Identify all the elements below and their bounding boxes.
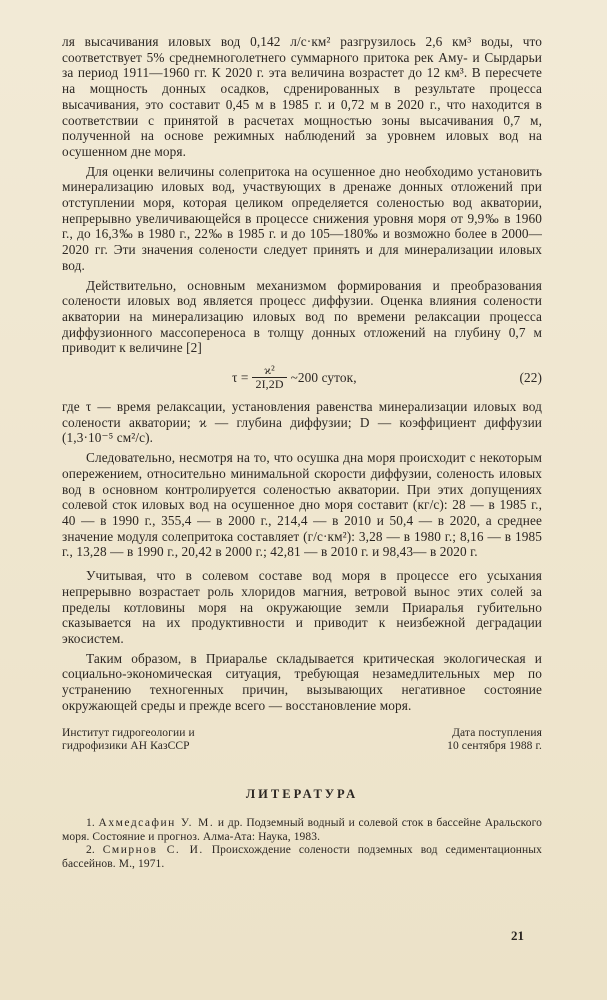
reference-item	[62, 817, 542, 844]
page-number: 21	[511, 928, 524, 943]
formula-denominator: 2I,2D	[252, 377, 286, 391]
formula-22	[62, 361, 542, 395]
paragraph-diffusion: Действительно, основным механизмом формирования и преобразования солености иловых вод является процесс диффузии. Оценка влияния солености акватории на минерализацию иловых вод по времени релаксации процесса диффузионного массопереноса в толщу донных отложений на глубину 0,7 м приводит к величине [2]	[62, 277, 542, 356]
references-list	[62, 817, 542, 871]
formula-expression	[232, 364, 357, 391]
reference-item	[62, 844, 542, 871]
reference-text: и др. Подземный водный и солевой сток в бассейне Аральского моря. Состояние и прогноз. Алма-Ата: Наука, 1983.	[62, 817, 542, 843]
paragraph-definitions: где τ — время релаксации, установления равенства минерализации иловых вод солености акватории; ϰ — глубина диффузии; D — коэффициент диффузии (1,3·10⁻⁵ см²/с).	[62, 399, 542, 446]
references-title: ЛИТЕРАТУРА	[245, 787, 359, 802]
reference-authors: Ахмедсафин У. М.	[98, 817, 215, 830]
formula-rhs: ~200 суток,	[290, 369, 357, 385]
reference-authors: Смирнов С. И.	[102, 844, 204, 857]
institute-line-2: гидрофизики АН КазССР	[62, 740, 190, 753]
institute-line-1: Институт гидрогеологии и	[62, 727, 195, 740]
paragraph-seepage: ля высачивания иловых вод 0,142 л/с·км² разгрузилось 2,6 км³ воды, что соответствует 5% среднемноголетнего суммарного притока рек Аму- и Сырдарьи за период 1911—1960 гг. К 2020 г. эта величина возрастет до 12 км³. В пересчете на мощность донных осадков, сдренированных в результате процесса высачивания, это составит 0,45 м в 1985 г. и 0,72 м в 2020 г., что находится в соответствии с принятой в расчетах мощностью зоны высачивания 0,7 м, полученной на основе режимных наблюдений за уровнем иловых вод на осушенном дне моря.	[62, 34, 542, 159]
paragraph-salt-inflow: Для оценки величины солепритока на осушенное дно необходимо установить минерализацию иловых вод, участвующих в дренаже донных отложений при отступлении моря, которая целиком определяется соленостью вод акватории, непрерывно увеличивающейся в процессе снижения уровня моря от 9,9‰ в 1960 г., до 16,3‰ в 1980 г., 22‰ в 1985 г. и до 105—180‰ и возможно более в 2000—2020 гг. Эти значения солености следует принять и для минерализации иловых вод.	[62, 163, 542, 273]
reference-number: 1.	[86, 817, 95, 830]
reference-number: 2.	[86, 844, 95, 857]
paragraph-conclusion: Таким образом, в Приаралье складывается критическая экологическая и социально-экономическая ситуация, требующая незамедлительных мер по устранению техногенных причин, вызывающих негативное состояние окружающей среды и прежде всего — восстановление моря.	[62, 650, 542, 713]
formula-numerator: ϰ²	[264, 363, 275, 378]
text-column	[62, 34, 542, 871]
equation-number: (22)	[519, 370, 542, 386]
received-label: Дата поступления	[452, 727, 542, 740]
formula-lhs: τ =	[232, 369, 249, 385]
institute-affiliation	[62, 727, 195, 753]
received-date	[447, 727, 542, 753]
signature-block	[62, 727, 542, 753]
received-value: 10 сентября 1988 г.	[447, 740, 542, 753]
formula-fraction	[252, 364, 286, 391]
paragraph-consequently: Следовательно, несмотря на то, что осушка дна моря происходит с некоторым опережением, относительно минимальной скорости диффузии, соленость иловых вод в основном контролируется соленостью акватории. При этих допущениях солевой сток иловых вод на осушенное дно моря составит (кг/с): 28 — в 1985 г., 40 — в 1990 г., 355,4 — в 2000 г., 214,4 — в 2010 и 50,4 — в 2020, а среднее значение модуля солепритока составляет (г/с·км²): 3,28 — в 1980 г.; 8,16 — в 1985 г., 13,28 — в 1990 г., 20,42 в 2000 г.; 42,81 — в 2010 г. и 98,43— в 2020 г.	[62, 450, 542, 560]
paragraph-magnesium: Учитывая, что в солевом составе вод моря в процессе его усыхания непрерывно возрастает роль хлоридов магния, ветровой вынос этих солей за пределы котловины моря на окружающие земли Приаралья губительно сказывается на их продуктивности и приводит к неизбежной деградации экосистем.	[62, 568, 542, 646]
reference-text: Происхождение солености подземных вод седиментационных бассейнов. М., 1971.	[62, 844, 542, 870]
